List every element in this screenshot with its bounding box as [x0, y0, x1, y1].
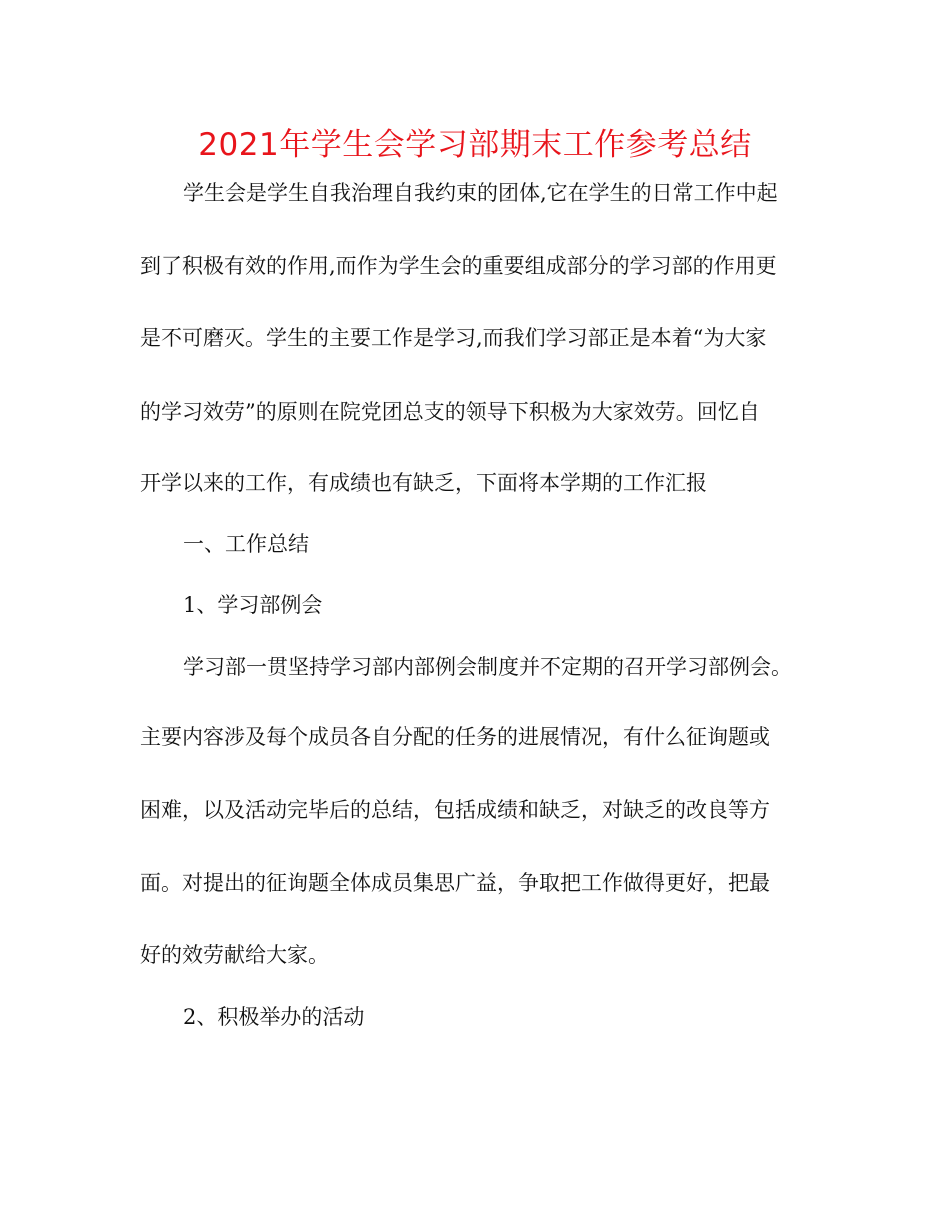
paragraph-line: 困难，以及活动完毕后的总结，包括成绩和缺乏，对缺乏的改良等方: [140, 798, 770, 822]
paragraph-line: 学习部一贯坚持学习部内部例会制度并不定期的召开学习部例会。: [183, 655, 792, 679]
paragraph-line: 开学以来的工作，有成绩也有缺乏，下面将本学期的工作汇报: [140, 471, 707, 495]
paragraph-line: 面。对提出的征询题全体成员集思广益，争取把工作做得更好，把最: [140, 871, 770, 895]
paragraph-line: 的学习效劳”的原则在院党团总支的领导下积极为大家效劳。回忆自: [140, 400, 760, 424]
subsection-heading: 1、学习部例会: [183, 593, 323, 617]
paragraph-line: 学生会是学生自我治理自我约束的团体,它在学生的日常工作中起: [183, 181, 778, 205]
paragraph-line: 好的效劳献给大家。: [140, 943, 329, 967]
document-title: 2021年学生会学习部期末工作参考总结: [198, 127, 752, 163]
section-heading: 一、工作总结: [183, 532, 309, 556]
paragraph-line: 到了积极有效的作用,而作为学生会的重要组成部分的学习部的作用更: [140, 254, 777, 278]
paragraph-line: 主要内容涉及每个成员各自分配的任务的进展情况，有什么征询题或: [140, 725, 770, 749]
paragraph-line: 是不可磨灭。学生的主要工作是学习,而我们学习部正是本着“为大家: [140, 326, 767, 350]
subsection-heading: 2、积极举办的活动: [183, 1005, 365, 1029]
